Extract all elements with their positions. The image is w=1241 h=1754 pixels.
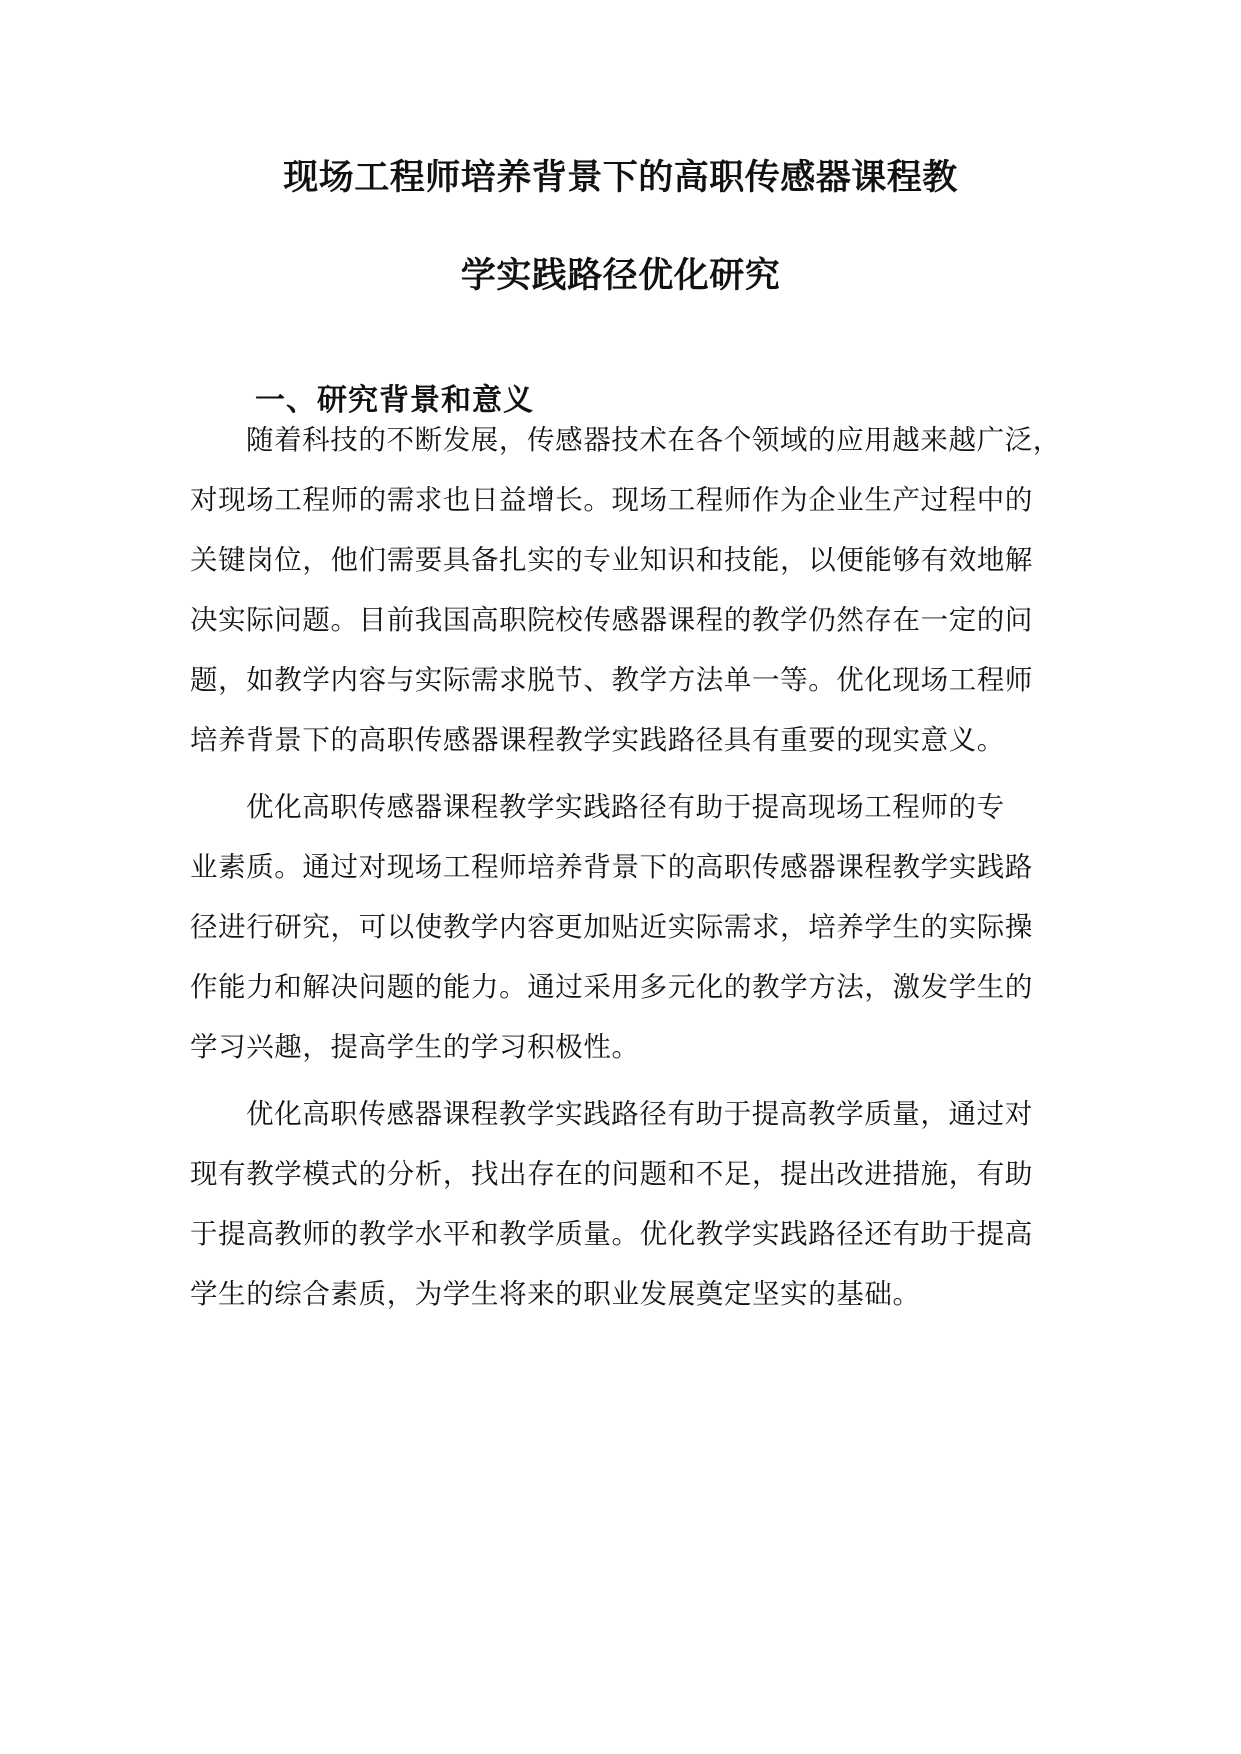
paragraph-2-line-4: 作能力和解决问题的能力。通过采用多元化的教学方法，激发学生的 <box>190 971 1033 1003</box>
document-title-line-2: 学实践路径优化研究 <box>460 256 781 296</box>
paragraph-3-line-4: 学生的综合素质，为学生将来的职业发展奠定坚实的基础。 <box>190 1278 921 1310</box>
paragraph-2-line-1: 优化高职传感器课程教学实践路径有助于提高现场工程师的专 <box>246 791 1005 823</box>
paragraph-1-line-2: 对现场工程师的需求也日益增长。现场工程师作为企业生产过程中的 <box>190 484 1033 516</box>
document-title-line-1: 现场工程师培养背景下的高职传感器课程教 <box>283 158 958 198</box>
paragraph-3-line-3: 于提高教师的教学水平和教学质量。优化教学实践路径还有助于提高 <box>190 1218 1033 1250</box>
paragraph-1-line-1: 随着科技的不断发展，传感器技术在各个领域的应用越来越广泛， <box>246 424 1061 456</box>
paragraph-1-line-5: 题，如教学内容与实际需求脱节、教学方法单一等。优化现场工程师 <box>190 664 1033 696</box>
paragraph-3-line-2: 现有教学模式的分析，找出存在的问题和不足，提出改进措施，有助 <box>190 1158 1033 1190</box>
paragraph-2-line-2: 业素质。通过对现场工程师培养背景下的高职传感器课程教学实践路 <box>190 851 1033 883</box>
paragraph-2-line-5: 学习兴趣，提高学生的学习积极性。 <box>190 1031 640 1063</box>
section-heading: 一、研究背景和意义 <box>255 383 534 418</box>
paragraph-3-line-1: 优化高职传感器课程教学实践路径有助于提高教学质量，通过对 <box>246 1098 1033 1130</box>
paragraph-1-line-4: 决实际问题。目前我国高职院校传感器课程的教学仍然存在一定的问 <box>190 604 1033 636</box>
paragraph-1-line-6: 培养背景下的高职传感器课程教学实践路径具有重要的现实意义。 <box>190 724 1005 756</box>
paragraph-1-line-3: 关键岗位，他们需要具备扎实的专业知识和技能，以便能够有效地解 <box>190 544 1033 576</box>
paragraph-2-line-3: 径进行研究，可以使教学内容更加贴近实际需求，培养学生的实际操 <box>190 911 1033 943</box>
